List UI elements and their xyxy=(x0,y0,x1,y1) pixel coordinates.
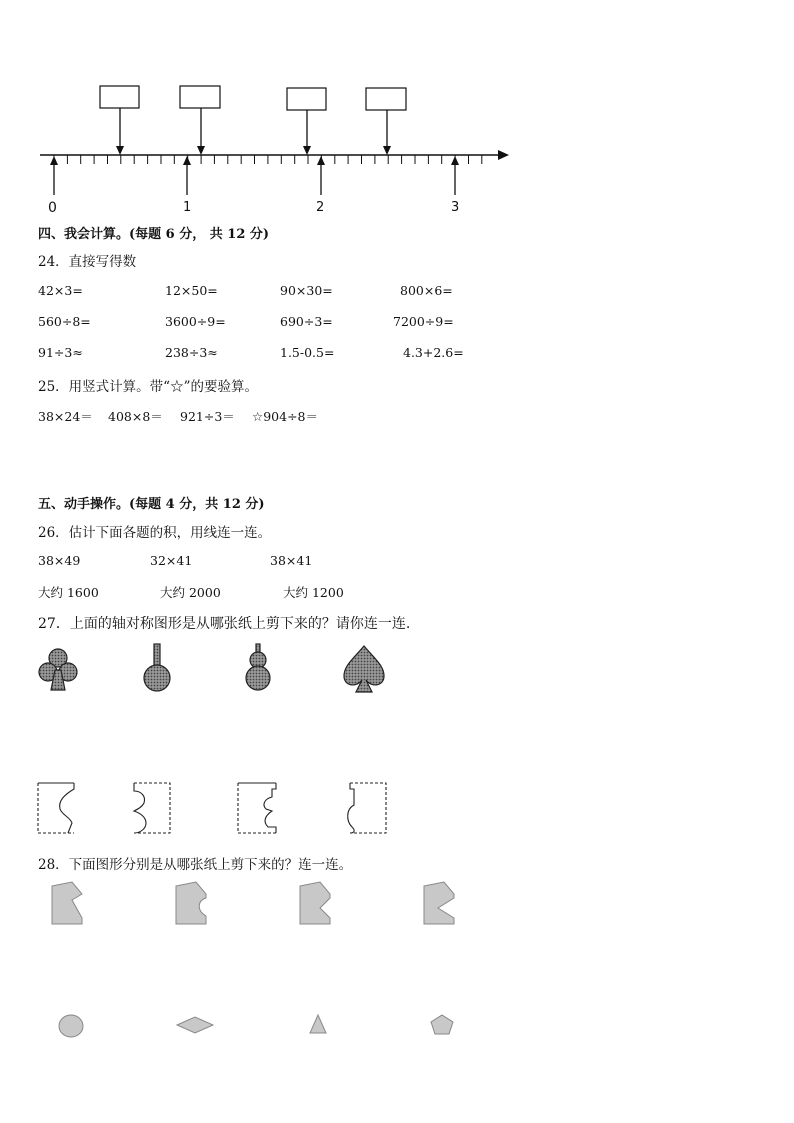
number-line xyxy=(0,0,794,230)
q25-item: 38×24＝ xyxy=(38,409,93,424)
tick-label-2: 2 xyxy=(316,200,325,215)
circle-shape-icon[interactable] xyxy=(59,1015,83,1037)
tick-label-0: 0 xyxy=(48,200,57,216)
q24-item: 800×6= xyxy=(400,283,453,298)
answer-box-2[interactable] xyxy=(180,86,220,155)
q27-prompt: 27．上面的轴对称图形是从哪张纸上剪下来的？请你连一连. xyxy=(38,616,411,632)
answer-box-4[interactable] xyxy=(366,88,406,155)
q24-item: 12×50= xyxy=(165,283,218,298)
club-shape-icon[interactable] xyxy=(39,649,77,690)
q26-expression: 32×41 xyxy=(150,553,193,568)
triangle-shape-icon[interactable] xyxy=(310,1015,326,1033)
folded-cutout-3[interactable] xyxy=(300,882,330,924)
folded-paper-2[interactable] xyxy=(134,783,170,833)
folded-cutout-4[interactable] xyxy=(424,882,454,924)
q25-item: 921÷3＝ xyxy=(180,409,235,424)
folded-paper-1[interactable] xyxy=(38,783,74,833)
tick-label-1: 1 xyxy=(183,200,192,215)
section-5-heading: 五、动手操作。(每题 4 分，共 12 分) xyxy=(38,497,265,512)
section-4-heading: 四、我会计算。(每题 6 分， 共 12 分) xyxy=(38,227,270,242)
q26-expression: 38×49 xyxy=(38,553,81,568)
q26-estimate: 大约 2000 xyxy=(160,585,221,600)
q26-expression: 38×41 xyxy=(270,553,313,568)
q28-prompt: 28．下面图形分别是从哪张纸上剪下来的？连一连。 xyxy=(38,857,353,873)
q24-item: 4.3+2.6= xyxy=(403,345,464,360)
folded-paper-4[interactable] xyxy=(348,783,386,833)
ticks xyxy=(54,155,482,164)
answer-box-1[interactable] xyxy=(100,86,139,155)
q24-item: 3600÷9= xyxy=(165,314,226,329)
gourd-shape-icon[interactable] xyxy=(246,644,270,690)
q24-item: 7200÷9= xyxy=(393,314,454,329)
q24-item: 90×30= xyxy=(280,283,333,298)
bulb-shape-icon[interactable] xyxy=(144,644,170,691)
q25-item: 408×8＝ xyxy=(108,409,163,424)
q24-item: 42×3= xyxy=(38,283,83,298)
folded-paper-3[interactable] xyxy=(238,783,276,833)
q27-papers xyxy=(0,775,794,855)
q24-item: 690÷3= xyxy=(280,314,333,329)
folded-cutout-1[interactable] xyxy=(52,882,82,924)
spade-shape-icon[interactable] xyxy=(344,646,384,692)
q24-prompt: 24．直接写得数 xyxy=(38,254,137,270)
pentagon-shape-icon[interactable] xyxy=(431,1015,453,1034)
q24-item: 238÷3≈ xyxy=(165,345,218,360)
q24-item: 91÷3≈ xyxy=(38,345,83,360)
q24-item: 1.5-0.5= xyxy=(280,345,335,360)
q28-papers xyxy=(0,878,794,938)
q26-estimate: 大约 1200 xyxy=(283,585,344,600)
q24-item: 560÷8= xyxy=(38,314,91,329)
folded-cutout-2[interactable] xyxy=(176,882,206,924)
q28-shapes xyxy=(0,1008,794,1048)
q26-prompt: 26．估计下面各题的积，用线连一连。 xyxy=(38,525,272,541)
axis-arrow-head xyxy=(498,150,509,160)
q25-item: ☆904÷8＝ xyxy=(252,409,318,424)
answer-box-3[interactable] xyxy=(287,88,326,155)
q26-estimate: 大约 1600 xyxy=(38,585,99,600)
q25-prompt: 25．用竖式计算。带“☆”的要验算。 xyxy=(38,379,258,395)
rhombus-shape-icon[interactable] xyxy=(177,1017,213,1033)
tick-label-3: 3 xyxy=(451,200,460,215)
